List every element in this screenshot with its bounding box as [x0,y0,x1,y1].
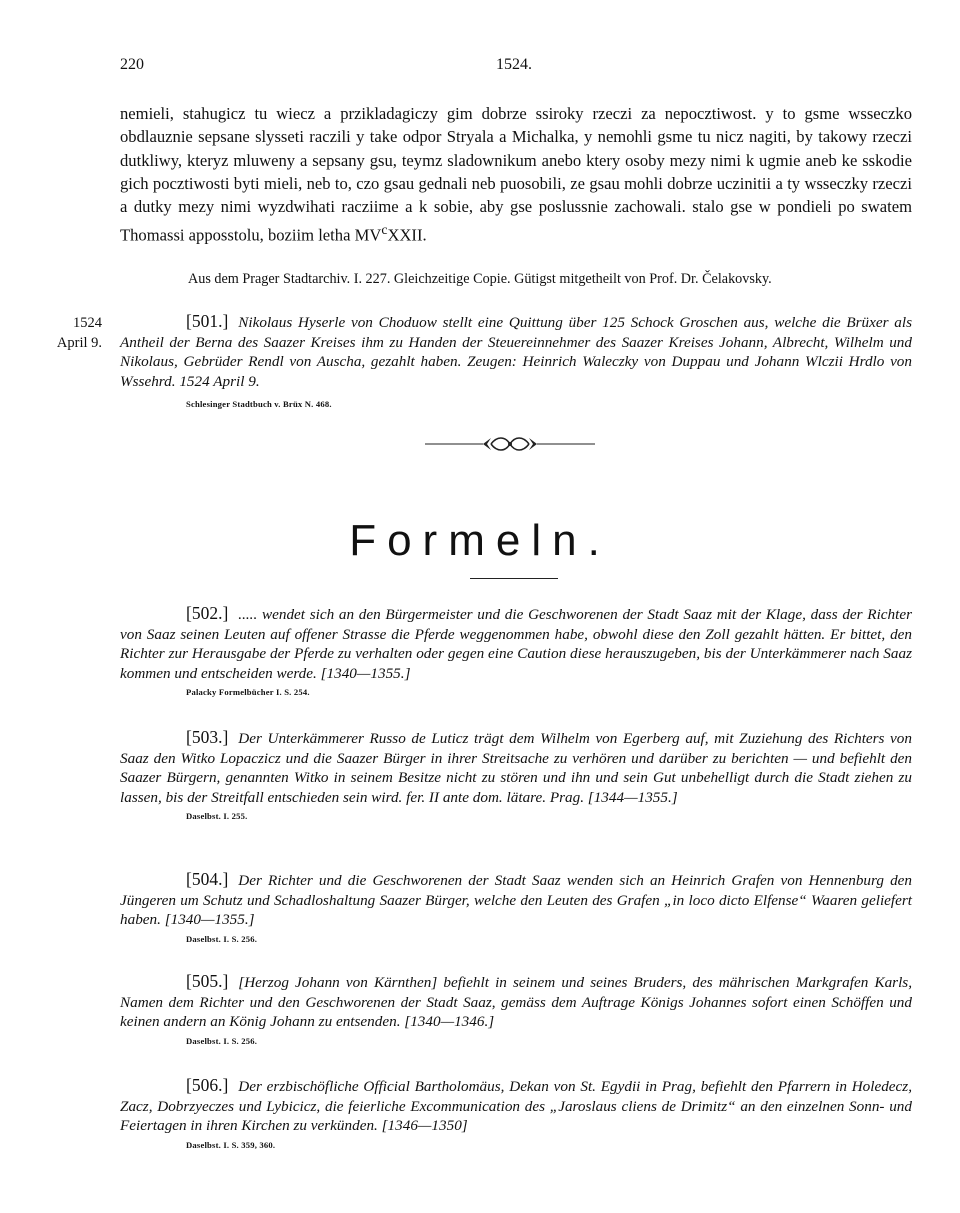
entry-source: Schlesinger Stadtbuch v. Brüx N. 468. [186,399,332,410]
entry-source: Palacky Formelbücher I. S. 254. [186,687,310,698]
continued-text-body: nemieli, stahugicz tu wiecz a przikladagiczy gim dobrze ssiroky rzeczi za nepocztiwost. y to gsme wsseczko obdlauznie sepsane slysseti raczili y take odpor Stryala a Michalka, y nemohli gsme tu nicz nagiti, by takowy rzeczi dutkliwy, kteryz mluweny a sepsany gsu, teymz sladownikum anebo ktery osoby mezy nimi k ugmie aneb ke sskodie gich pocztiwosti byti mieli, neb to, czo gsau gednali neb puosobili, ze gsau mohli dobrze uczinitii a ty wsseczky rzeczi a dutky mezy nimi wyzdwihati racziime a k sobie, aby gse poslussnie zachowali. stalo gse w pondieli po swatem Thomassi apposstolu, boziim letha MV [120,104,912,246]
section-title: Formeln. [349,516,611,565]
entry-503 [120,728,912,821]
entry-text [120,972,912,1032]
page-number: 220 [120,56,144,73]
title-underline [470,578,558,579]
entry-source: Daselbst. I. S. 359, 360. [186,1139,276,1150]
entry-body: Nikolaus Hyserle von Choduow stellt eine Quittung über 125 Schock Groschen aus, welche die Brüxer als Antheil der Berna des Saazer Kreises ihm zu Handen der Steuereinnehmer des Saazer Kreises Johann, Albrecht, Wilhelm und Nikolaus, Gebrüder Rendl von Auscha, gezahlt haben. Zeugen: Heinrich Waleczky von Duppau und Johann Wlczii Hrdlo von Wssehrd. 1524 April 9. [120,314,912,390]
ornament-flourish-icon [425,432,595,456]
source-note: Aus dem Prager Stadtarchiv. I. 227. Gleichzeitige Copie. Gütigst mitgetheilt von Prof. Dr. Čelakovsky. [188,271,772,287]
ornament-divider [425,432,595,456]
entry-body: Der Richter und die Geschworenen der Stadt Saaz wenden sich an Heinrich Grafen von Hennenburg den Jüngeren um Schutz und Schadloshaltung Saazer Bürger, welche den Leuten des Grafen „in loco dicto Elfense“ Waaren geliefert haben. [1340—1355.] [120,872,912,929]
entry-body: ..... wendet sich an den Bürgermeister und die Geschworenen der Stadt Saaz mit der Klage, dass der Richter von Saaz seinen Leuten auf offener Strasse die Pferde weggenommen habe, obwohl diese den Zoll gezahlt hätten. Er bittet, den Richter zur Herausgabe der Pferde zu verhalten oder gegen eine Caution diese herauszugeben, bis der Unterkämmerer nach Saaz kommen und entscheiden werde. [1340—1355.] [120,606,912,682]
entry-502 [120,604,912,697]
continued-document-text [120,102,912,247]
entry-505 [120,972,912,1046]
year-superscript: c [381,222,388,238]
entry-text [120,312,912,391]
margin-date-year: 1524 [73,315,102,331]
entry-body: [Herzog Johann von Kärnthen] befiehlt in seinem und seines Bruders, des mährischen Markgrafen Karls, Namen dem Richter und den Geschworenen der Stadt Saaz, gemäss dem Auftrage Königs Johannes sofort einen Schöffen und keinen andern an König Johann zu entsenden. [1340—1346.] [120,974,912,1031]
year-tail: XXII. [387,226,427,246]
entry-source: Daselbst. I. S. 256. [186,933,258,944]
entry-text [120,870,912,930]
running-header-year: 1524. [496,56,532,73]
entry-text [120,728,912,807]
entry-number: [504.] [186,869,229,889]
margin-date-day: April 9. [56,334,102,351]
entry-text [120,1076,912,1136]
entry-number: [506.] [186,1075,229,1095]
entry-body: Der erzbischöfliche Official Bartholomäus, Dekan von St. Egydii in Prag, befiehlt den Pfarrern in Holedecz, Zacz, Dobrzyeczes und Lybicicz, die feierliche Excommunication des „Jaroslaus cliens de Drimitz“ an den einzelnen Sonn- und Feiertagen in ihren Kirchen zu verkünden. [1346—1350] [120,1078,912,1135]
margin-date [44,314,102,353]
entry-501 [120,312,912,409]
entry-number: [503.] [186,727,229,747]
entry-body: Der Unterkämmerer Russo de Luticz trägt dem Wilhelm von Egerberg auf, mit Zuziehung des Richters von Saaz den Witko Lopaczicz und die Saazer Bürger in ihrer Streitsache zu verhören und darüber zu berichten — und befiehlt den Saazer Bürgern, genannten Witko in seinem Besitze nicht zu stören und ihn und sein Gut unbehelligt durch die Stadt ziehen zu lassen, bis der Streitfall entschieden sein wird. fer. II ante dom. lätare. Prag. [1344—1355.] [120,730,912,806]
entry-504 [120,870,912,944]
entry-number: [501.] [186,311,229,331]
entry-number: [502.] [186,603,229,623]
page-header [0,56,960,80]
entry-source: Daselbst. I. 255. [186,811,248,822]
entry-number: [505.] [186,971,229,991]
entry-506 [120,1076,912,1150]
entry-source: Daselbst. I. S. 256. [186,1035,258,1046]
entry-text [120,604,912,683]
